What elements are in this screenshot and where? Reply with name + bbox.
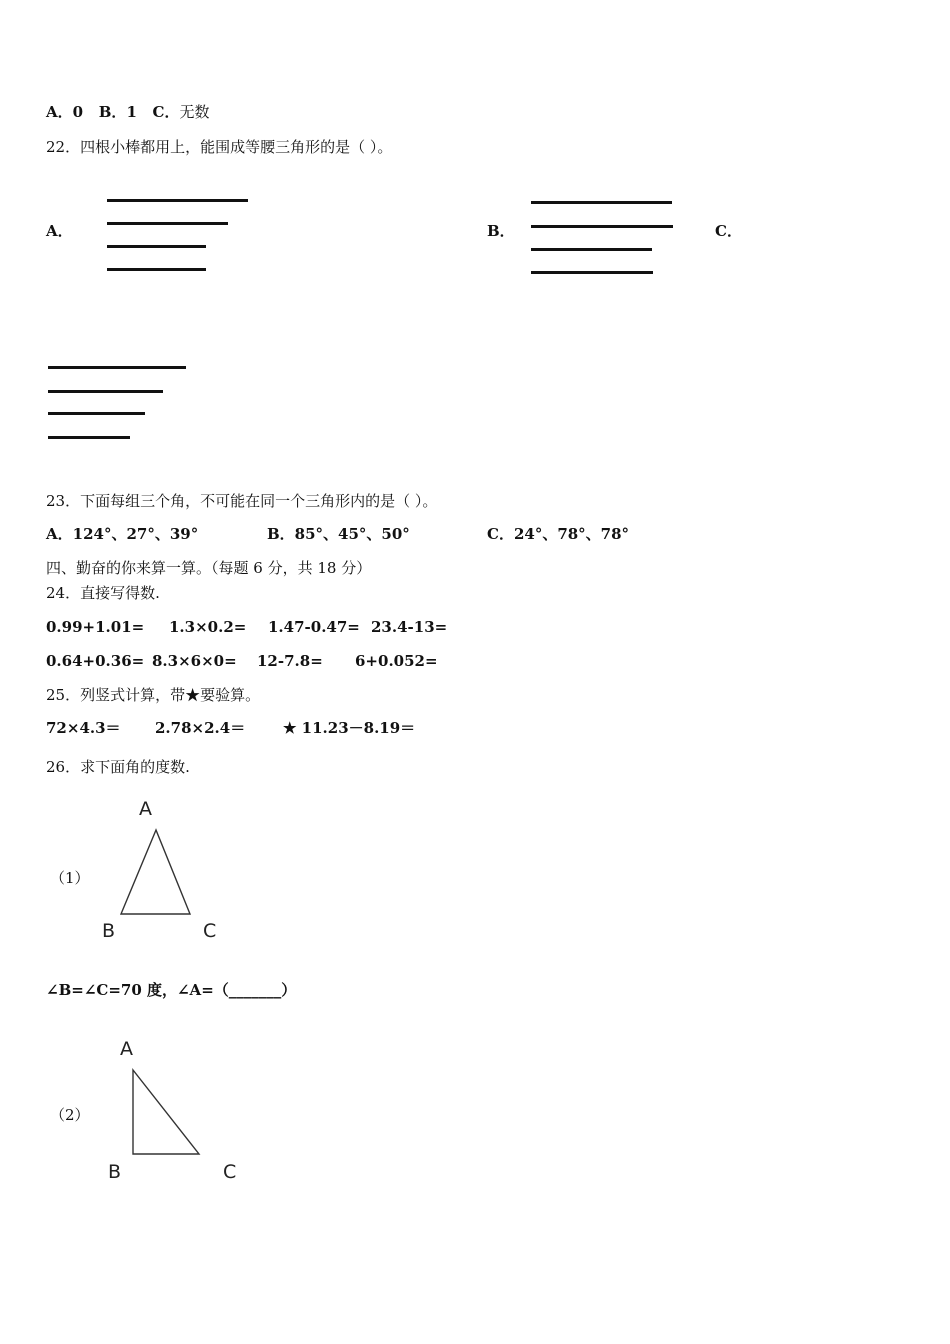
vertex-c-label: C <box>223 1161 237 1183</box>
q23-option-c: C．24°、78°、78° <box>487 525 630 543</box>
q24-item: 1.3×0.2= <box>169 618 247 636</box>
q21-option-a-label: A． <box>46 103 73 121</box>
stick <box>107 245 206 248</box>
q24-item: 23.4-13= <box>371 618 448 636</box>
q25-stem: 25．列竖式计算，带★要验算。 <box>46 686 261 704</box>
stick <box>531 271 653 274</box>
q25-item: 72×4.3＝ <box>46 719 121 737</box>
q26-part2-label: （2） <box>50 1106 90 1124</box>
q26-part1-label: （1） <box>50 869 90 887</box>
q24-item: 0.64+0.36= <box>46 652 145 670</box>
stick <box>48 366 186 369</box>
q21-option-a-value: 0 <box>72 103 84 121</box>
stick <box>531 225 673 228</box>
q22-option-a-label: A． <box>46 222 73 240</box>
q22-stem: 22．四根小棒都用上，能围成等腰三角形的是（ ）。 <box>46 138 393 156</box>
q22-option-b-label: B． <box>487 222 515 240</box>
stick <box>107 222 228 225</box>
q24-item: 8.3×6×0= <box>152 652 237 670</box>
q22-option-c-label: C． <box>715 222 742 240</box>
q23-option-a: A．124°、27°、39° <box>46 525 199 543</box>
q24-item: 12-7.8= <box>257 652 323 670</box>
vertex-b-label: B <box>102 920 116 942</box>
vertex-c-label: C <box>203 920 217 942</box>
q23-stem: 23．下面每组三个角，不可能在同一个三角形内的是（ ）。 <box>46 492 438 510</box>
q21-option-b-label: B． <box>98 103 127 121</box>
stick <box>531 201 672 204</box>
q21-option-b-value: 1 <box>126 103 137 121</box>
q26-part1-condition: ∠B=∠C=70 度，∠A=（_______） <box>46 981 297 999</box>
section-title: 四、勤奋的你来算一算。（每题 6 分，共 18 分） <box>46 559 372 577</box>
q24-item: 0.99+1.01= <box>46 618 145 636</box>
vertex-a-label: A <box>139 798 152 820</box>
triangle-2 <box>133 1070 199 1154</box>
vertex-a-label: A <box>120 1038 133 1060</box>
triangle-2-figure <box>100 1035 260 1185</box>
q25-item: ★ 11.23－8.19＝ <box>283 719 416 737</box>
stick <box>531 248 652 251</box>
q26-stem: 26．求下面角的度数. <box>46 758 190 776</box>
triangle-1-figure <box>95 795 225 945</box>
q24-stem: 24．直接写得数. <box>46 584 160 602</box>
stick <box>107 268 206 271</box>
stick <box>48 412 145 415</box>
q21-options <box>46 102 210 122</box>
q24-item: 6+0.052= <box>355 652 438 670</box>
stick <box>107 199 248 202</box>
stick <box>48 390 163 393</box>
stick <box>48 436 130 439</box>
triangle-1 <box>121 830 190 914</box>
q21-option-c-value: 无数 <box>179 103 210 121</box>
q24-item: 1.47-0.47= <box>268 618 360 636</box>
vertex-b-label: B <box>108 1161 122 1183</box>
q23-option-b: B．85°、45°、50° <box>267 525 410 543</box>
q21-option-c-label: C． <box>152 103 180 121</box>
q25-item: 2.78×2.4＝ <box>155 719 246 737</box>
